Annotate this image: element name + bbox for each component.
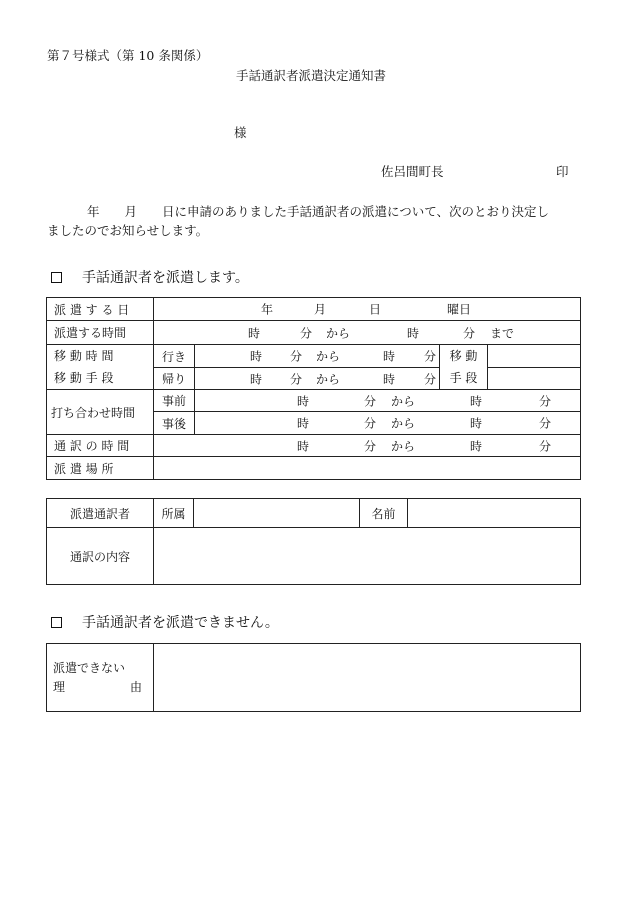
reason-label-ri: 理 (53, 679, 66, 694)
after-from-text: から (391, 416, 416, 431)
return-label: 帰り (154, 368, 195, 390)
go-means-field[interactable] (488, 345, 581, 368)
row-meeting-before (47, 390, 581, 412)
addressee-suffix: 様 (234, 125, 247, 140)
dispatch-place-field[interactable] (154, 457, 581, 480)
travel-label (47, 345, 154, 390)
return-end-hour-unit: 時 (383, 372, 396, 386)
after-end-minute-unit: 分 (539, 416, 552, 431)
affiliation-label: 所属 (154, 499, 194, 528)
return-means-field[interactable] (488, 368, 581, 390)
go-time-field[interactable] (195, 345, 440, 368)
dispatch-date-field[interactable] (154, 298, 581, 321)
weekday-unit: 曜日 (447, 302, 472, 317)
go-start-minute-unit: 分 (290, 349, 303, 364)
content-field[interactable] (154, 528, 581, 585)
return-from-text: から (316, 372, 341, 386)
go-end-hour-unit: 時 (383, 349, 396, 364)
name-field[interactable] (408, 499, 581, 528)
before-from-text: から (391, 394, 416, 408)
row-interpret-content (47, 528, 581, 585)
dispatch-date-label: 派 遣 す る 日 (47, 298, 154, 321)
go-from-text: から (316, 349, 341, 364)
means-line2: 手 段 (449, 371, 478, 385)
go-end-minute-unit: 分 (424, 349, 437, 364)
reason-field[interactable] (154, 644, 581, 712)
dispatch-checkbox[interactable] (51, 272, 62, 283)
seal-mark: 印 (556, 164, 569, 179)
refusal-reason-table (46, 643, 581, 712)
meeting-before-field[interactable] (195, 390, 581, 412)
go-start-hour-unit: 時 (250, 349, 263, 364)
interpreter-table (46, 498, 581, 585)
day-unit: 日 (369, 302, 382, 317)
document-title: 手話通訳者派遣決定通知書 (236, 68, 387, 83)
from-text: から (326, 326, 351, 340)
dispatch-heading: 手話通訳者を派遣します。 (82, 270, 249, 286)
form-number: 第７号様式（第 10 条関係） (47, 48, 209, 63)
travel-time-label: 移 動 時 間 (54, 349, 114, 363)
row-dispatch-time (47, 321, 581, 345)
after-start-hour-unit: 時 (297, 416, 310, 431)
row-interpreter (47, 499, 581, 528)
dispatch-time-label: 派遣する時間 (47, 321, 154, 345)
until-text: まで (490, 326, 515, 340)
dispatch-details-table (46, 297, 581, 480)
before-end-minute-unit: 分 (539, 394, 552, 408)
content-label: 通訳の内容 (47, 528, 154, 585)
reason-label-line1: 派遣できない (53, 660, 126, 675)
end-hour-unit: 時 (407, 326, 420, 340)
row-refusal-reason (47, 644, 581, 712)
after-end-hour-unit: 時 (470, 416, 483, 431)
before-end-hour-unit: 時 (470, 394, 483, 408)
reason-label (47, 644, 154, 712)
meeting-after-field[interactable] (195, 412, 581, 435)
interpret-from-text: から (391, 439, 416, 453)
name-label: 名前 (360, 499, 408, 528)
before-start-minute-unit: 分 (364, 394, 377, 408)
body-text-line1: 年 月 日に申請のありました手話通訳者の派遣について、次のとおり決定し (87, 204, 550, 219)
row-dispatch-place (47, 457, 581, 480)
year-unit: 年 (261, 302, 274, 317)
refusal-heading: 手話通訳者を派遣できません。 (82, 615, 279, 631)
interpret-end-minute-unit: 分 (539, 439, 552, 453)
return-end-minute-unit: 分 (424, 372, 437, 386)
interpreter-label: 派遣通訳者 (47, 499, 154, 528)
reason-label-yu: 由 (129, 679, 142, 694)
body-text-line2: ましたのでお知らせします。 (47, 223, 209, 238)
interpret-time-field[interactable] (154, 435, 581, 457)
travel-means-label: 移 動 手 段 (54, 371, 114, 385)
affiliation-field[interactable] (194, 499, 360, 528)
return-time-field[interactable] (195, 368, 440, 390)
travel-means-sublabel (440, 345, 488, 390)
meeting-time-label: 打ち合わせ時間 (47, 390, 154, 435)
return-start-minute-unit: 分 (290, 372, 303, 386)
interpret-start-minute-unit: 分 (364, 439, 377, 453)
row-interpret-time (47, 435, 581, 457)
before-start-hour-unit: 時 (297, 394, 310, 408)
means-line1: 移 動 (449, 349, 478, 363)
go-label: 行き (154, 345, 195, 368)
interpret-start-hour-unit: 時 (297, 439, 310, 453)
dispatch-time-field[interactable] (154, 321, 581, 345)
after-label: 事後 (154, 412, 195, 435)
start-hour-unit: 時 (248, 326, 261, 340)
start-minute-unit: 分 (300, 326, 313, 340)
return-start-hour-unit: 時 (250, 372, 263, 386)
row-dispatch-date (47, 298, 581, 321)
after-start-minute-unit: 分 (364, 416, 377, 431)
reason-label-line2 (53, 678, 147, 697)
interpret-end-hour-unit: 時 (470, 439, 483, 453)
month-unit: 月 (314, 302, 327, 317)
issuer-name: 佐呂間町長 (381, 164, 444, 179)
end-minute-unit: 分 (463, 326, 476, 340)
interpret-time-label: 通 訳 の 時 間 (47, 435, 154, 457)
refusal-checkbox[interactable] (51, 617, 62, 628)
dispatch-place-label: 派 遣 場 所 (47, 457, 154, 480)
before-label: 事前 (154, 390, 195, 412)
row-travel-go (47, 345, 581, 368)
